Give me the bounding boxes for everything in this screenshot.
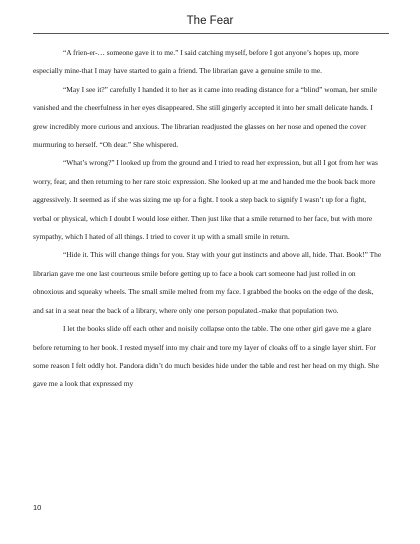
header-rule <box>33 33 389 34</box>
page-body <box>33 44 383 394</box>
running-header-title: The Fear <box>186 15 234 27</box>
paragraph: I let the books slide off each other and noisily collapse onto the table. The one other girl gave me a glare before returning to her book. I rested myself into my chair and tore my layer of cloaks off to a single layer shirt. For some reason I felt oddly hot. Pandora didn’t do much besides hide under the table and rest her head on my thigh. She gave me a look that expressed my <box>33 324 379 389</box>
paragraph: “A frien-er-… someone gave it to me.” I said catching myself, before I got anyone’s hopes up, more especially mine-that I may have started to gain a friend. The librarian gave a genuine smile to me. <box>33 48 359 76</box>
paragraph: “What’s wrong?” I looked up from the ground and I tried to read her expression, but all I got from her was worry, fear, and then returning to her rare stoic expression. She looked up at me and handed me the book back more aggressively. It seemed as if she was sizing me up for a fight. I took a step back to signify I wasn’t up for a fight, verbal or physical, which I doubt I would lose either. Then just like that a smile returned to her face, but with more sympathy, which I hated of all things. I tried to cover it up with a small smile in return. <box>33 158 378 242</box>
paragraph: “May I see it?” carefully I handed it to her as it came into reading distance for a “blind” woman, her smile vanished and the cheerfulness in her eyes disappeared. She still gingerly accepted it into her small delicate hands. I grew incredibly more curious and anxious. The librarian readjusted the glasses on her nose and opened the cover murmuring to herself. “Oh dear.” She whispered. <box>33 84 377 150</box>
paragraph: “Hide it. This will change things for you. Stay with your gut instincts and above all, hide. That. Book!” The librarian gave me one last courteous smile before getting up to face a book cart someone had just rolled in on obnoxious and squeaky wheels. The small smile melted from my face. I grabbed the books on the edge of the desk, and sat in a seat near the back of a library, where only one person populated.-make that population two. <box>33 250 382 315</box>
page-number: 10 <box>33 503 42 512</box>
